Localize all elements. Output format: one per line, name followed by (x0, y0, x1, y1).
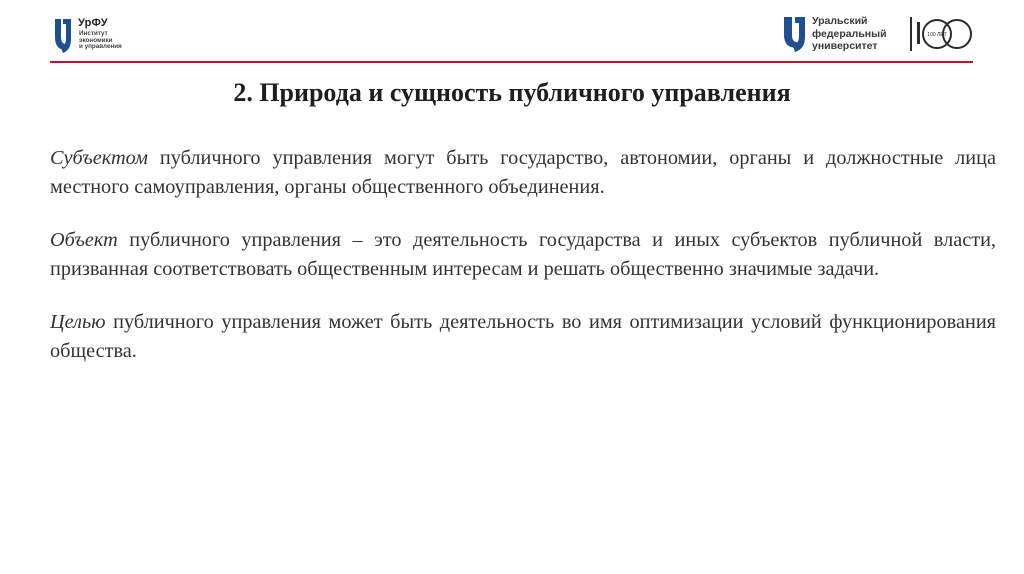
term-goal: Целью (50, 311, 106, 333)
university-name-line: федеральный (812, 27, 887, 40)
slide-title: 2. Природа и сущность публичного управления (233, 78, 791, 107)
left-logo-subtitle-line: Институт (79, 30, 108, 37)
university-name-line: университет (812, 40, 878, 52)
slide-body (50, 144, 996, 390)
left-logo-subtitle-line: и управления (79, 43, 122, 51)
paragraph-text: публичного управления могут быть государство, автономии, органы и должностные лица местного самоуправления, органы общественного объединения. (50, 147, 996, 198)
emblem-text: 100 ЛЕТ (927, 32, 947, 38)
university-name (812, 15, 887, 53)
paragraph-object (50, 226, 996, 284)
urfu-university-logo (782, 14, 982, 58)
logo-separator (910, 17, 912, 51)
centenary-emblem-icon (915, 16, 975, 52)
left-logo-subtitle-line: экономики (79, 36, 113, 44)
term-object: Объект (50, 229, 118, 251)
paragraph-text: публичного управления может быть деятельность во имя оптимизации условий функционирования общества. (50, 311, 996, 362)
paragraph-text: публичного управления – это деятельность государства и иных субъектов публичной власти, призванная соответствовать общественным интересам и решать общественно значимые задачи. (50, 229, 996, 280)
urfu-u-logo-icon (52, 17, 74, 55)
university-u-logo-icon (782, 15, 808, 53)
university-name-line: Уральский (812, 15, 868, 27)
term-subject: Субъектом (50, 147, 148, 169)
paragraph-subject (50, 144, 996, 202)
left-logo-name: УрФУ (78, 17, 108, 29)
left-logo-subtitle (79, 31, 122, 51)
header-divider (50, 61, 973, 63)
urfu-institute-logo (52, 17, 172, 57)
paragraph-goal (50, 308, 996, 366)
slide-header (0, 0, 1024, 70)
